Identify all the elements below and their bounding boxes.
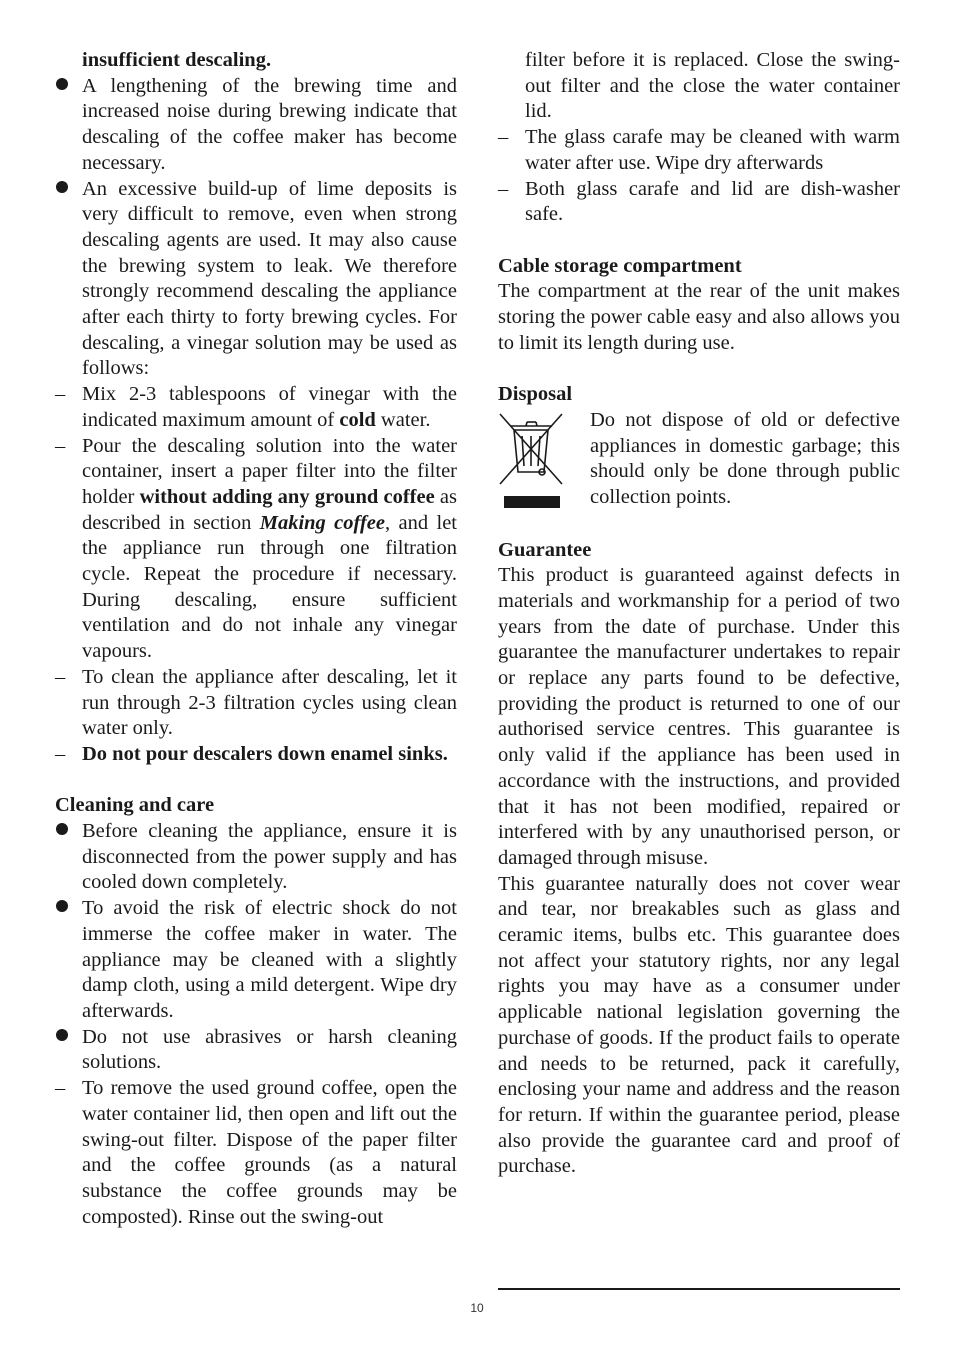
list-item: To avoid the risk of electric shock do not immerse the coffee maker in water. The appliance may be cleaned with a slightly damp cloth, using a mild detergent. Wipe dry afterwards. bbox=[55, 896, 457, 1025]
section-heading-disposal: Disposal bbox=[498, 383, 573, 406]
list-item: – Do not pour descalers down enamel sinks. bbox=[55, 742, 457, 768]
list-item: – The glass carafe may be cleaned with warm water after use. Wipe dry afterwards bbox=[498, 126, 900, 174]
dash-marker: – bbox=[55, 1077, 66, 1100]
dash-marker: – bbox=[498, 126, 509, 149]
disposal-block bbox=[498, 408, 900, 512]
section-heading-cleaning: Cleaning and care bbox=[55, 794, 215, 817]
left-column bbox=[55, 48, 457, 1230]
bullet-icon bbox=[55, 74, 82, 100]
list-item: – To clean the appliance after descaling, let it run through 2-3 filtration cycles using clean water only. bbox=[55, 665, 457, 740]
section-heading-guarantee: Guarantee bbox=[498, 538, 592, 561]
list-item: An excessive build-up of lime deposits is very difficult to remove, even when strong descaling agents are used. It may also cause the brewing system to leak. We therefore strongly recommend descaling the appliance after each thirty to forty brewing cycles. For descaling, a vinegar solution may be used as follows: bbox=[55, 177, 457, 383]
continued-text: filter before it is replaced. Close the swing-out filter and the close the water container lid. bbox=[525, 49, 900, 123]
dash-marker: – bbox=[55, 742, 66, 765]
crossed-out-bin-icon bbox=[498, 410, 564, 510]
dash-marker: – bbox=[55, 665, 66, 688]
list-item: – To remove the used ground coffee, open the water container lid, then open and lift out the swing-out filter. Dispose of the paper filter and the coffee grounds (as a natural substance the coffee grounds may be composted). Rinse out the swing-out bbox=[55, 1077, 457, 1228]
list-item: – Pour the descaling solution into the water container, insert a paper filter into the filter holder without adding any ground coffee as described in section Making coffee, and let the appliance run through one filtration cycle. Repeat the procedure if necessary. During descaling, ensure sufficient ventilation and do not inhale any vinegar vapours. bbox=[55, 434, 458, 663]
list-item: Before cleaning the appliance, ensure it is disconnected from the power supply and has cooled down completely. bbox=[55, 819, 457, 896]
disposal-text: Do not dispose of old or defective appliances in domestic garbage; this should only be done through public collection points. bbox=[590, 408, 900, 508]
bullet-icon bbox=[55, 819, 82, 845]
list-item: – Both glass carafe and lid are dish-washer safe. bbox=[498, 177, 900, 226]
bullet-icon bbox=[55, 896, 82, 922]
right-column bbox=[498, 48, 900, 1180]
bullet-icon bbox=[55, 1025, 82, 1051]
list-item: A lengthening of the brewing time and increased noise during brewing indicate that descaling of the coffee maker has become necessary. bbox=[55, 74, 457, 177]
list-item: Do not use abrasives or harsh cleaning solutions. bbox=[55, 1025, 457, 1076]
guarantee-paragraph-2: This guarantee naturally does not cover wear and tear, nor breakables such as glass and ceramic items, bulbs etc. This guarantee does not affect your statutory rights, nor any legal rights you may have as a consumer under applicable national legislation governing the purchase of goods. If the product fails to operate and needs to be returned, pack it carefully, enclosing your name and address and the reason for return. If within the guarantee period, please also provide the guarantee card and proof of purchase. bbox=[498, 872, 900, 1178]
bullet-icon bbox=[55, 177, 82, 203]
list-item: – Mix 2-3 tablespoons of vinegar with the indicated maximum amount of cold water. bbox=[55, 383, 457, 431]
dash-marker: – bbox=[498, 177, 509, 200]
cable-text: The compartment at the rear of the unit makes storing the power cable easy and also allows you to limit its length during use. bbox=[498, 280, 900, 354]
section-heading-cable: Cable storage compartment bbox=[498, 254, 742, 277]
dash-marker: – bbox=[55, 434, 66, 457]
footer-rule bbox=[498, 1288, 900, 1290]
descaling-intro: insufficient descaling. bbox=[82, 49, 272, 71]
page-number: 10 bbox=[470, 1301, 484, 1315]
dash-marker: – bbox=[55, 383, 66, 406]
guarantee-paragraph-1: This product is guaranteed against defects in materials and workmanship for a period of two years from the date of purchase. Under this guarantee the manufacturer undertakes to repair or replace any parts found to be defective, providing the product is returned to one of our authorised service centres. This guarantee is only valid if the appliance has been used in accordance with the instructions, and provided that it has not been modified, repaired or interfered with by any unauthorised person, or damaged through misuse. bbox=[498, 564, 900, 869]
